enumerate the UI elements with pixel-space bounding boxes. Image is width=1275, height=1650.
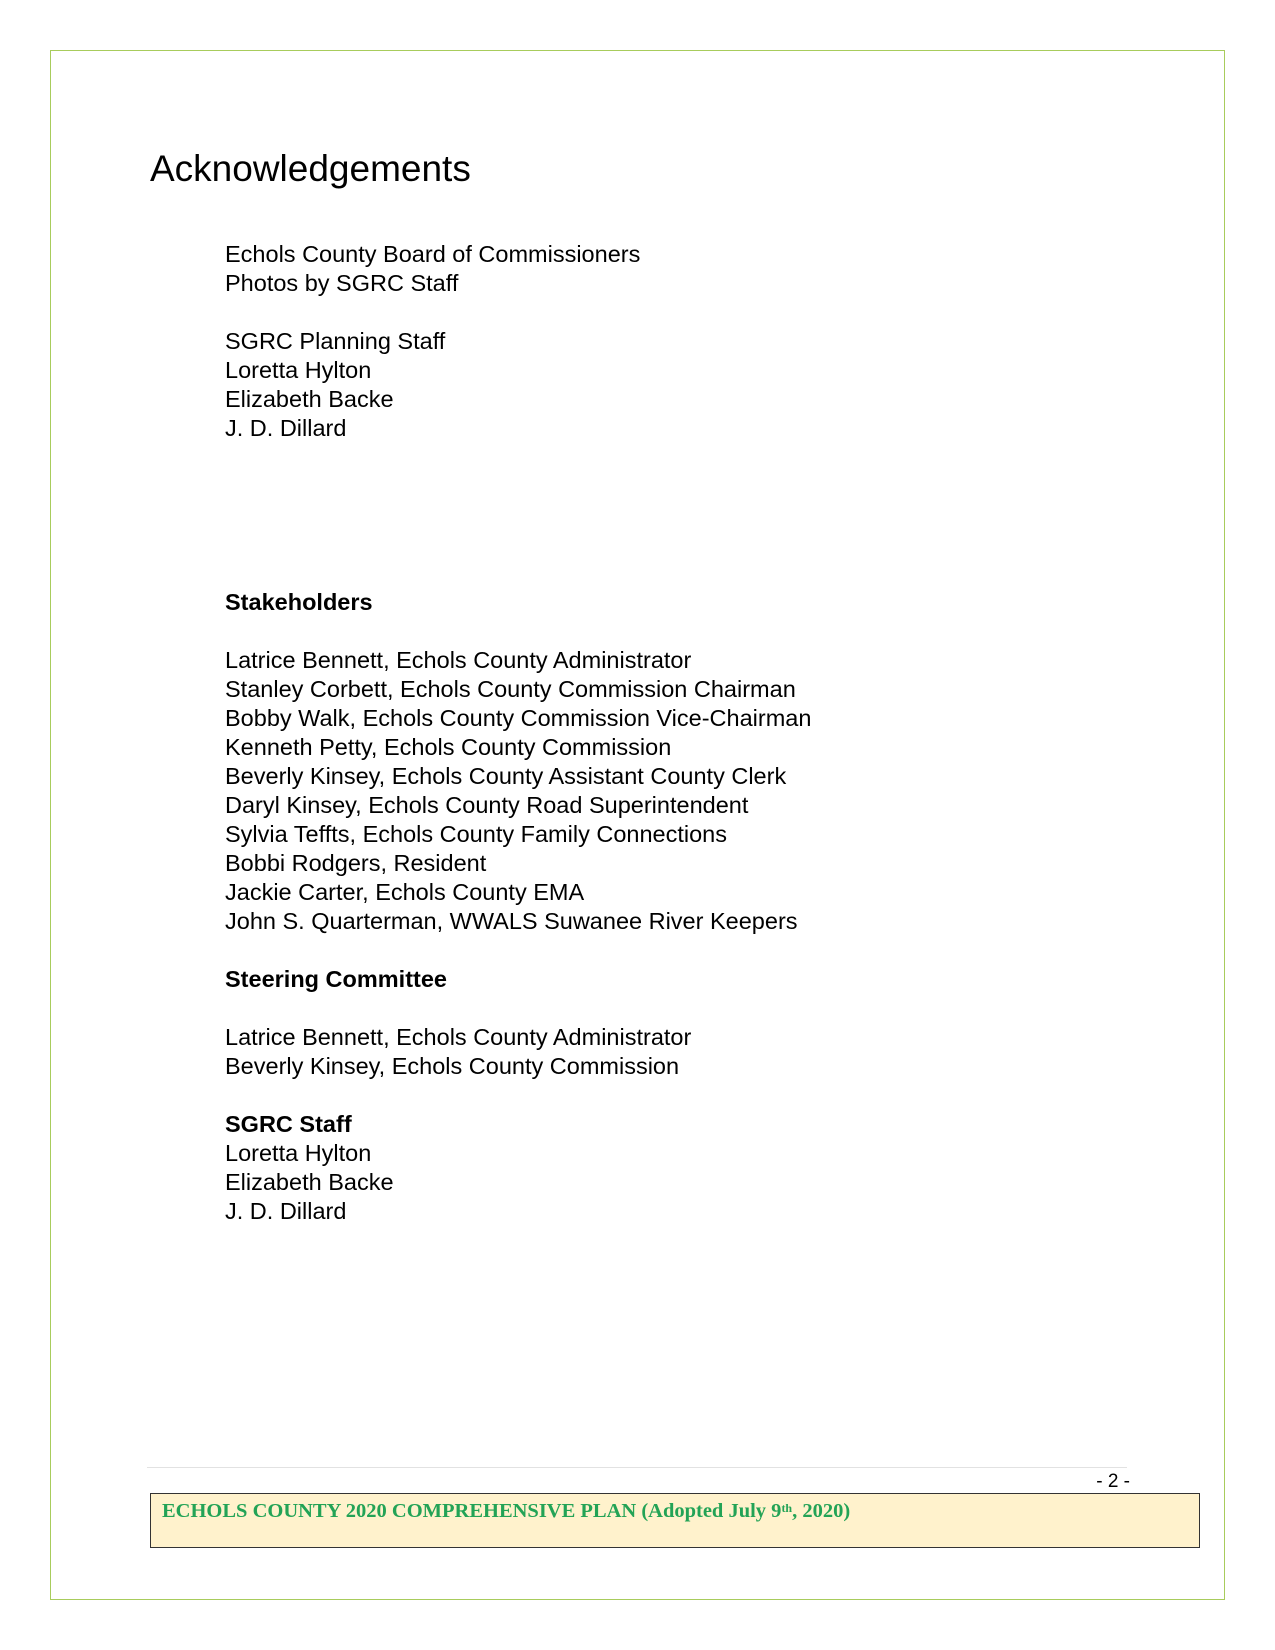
acknowledgements-content: [225, 240, 1125, 1226]
sgrc-staff-heading: SGRC Staff: [225, 1111, 352, 1137]
steering-committee-item: Latrice Bennett, Echols County Administrator: [225, 1024, 692, 1050]
stakeholder-item: Sylvia Teffts, Echols County Family Connections: [225, 821, 727, 847]
sgrc-staff-item: J. D. Dillard: [225, 1198, 347, 1224]
plan-title-year: , 2020): [792, 1500, 851, 1522]
planning-staff-line: Elizabeth Backe: [225, 386, 394, 412]
stakeholder-item: Jackie Carter, Echols County EMA: [225, 879, 585, 905]
stakeholders-heading: Stakeholders: [225, 589, 373, 615]
stakeholder-item: Daryl Kinsey, Echols County Road Superintendent: [225, 792, 749, 818]
steering-committee-heading: Steering Committee: [225, 966, 447, 992]
intro-line: Echols County Board of Commissioners: [225, 241, 641, 267]
stakeholder-item: Latrice Bennett, Echols County Administrator: [225, 647, 692, 673]
plan-title: [162, 1500, 850, 1523]
plan-title-main: ECHOLS COUNTY 2020 COMPREHENSIVE PLAN (Adopted July 9: [162, 1500, 782, 1522]
planning-staff-line: J. D. Dillard: [225, 415, 347, 441]
steering-committee-item: Beverly Kinsey, Echols County Commission: [225, 1053, 680, 1079]
page-title: Acknowledgements: [150, 148, 471, 189]
planning-staff-line: SGRC Planning Staff: [225, 328, 446, 354]
page-number: - 2 -: [1096, 1471, 1130, 1492]
stakeholder-item: John S. Quarterman, WWALS Suwanee River Keepers: [225, 908, 798, 934]
stakeholder-item: Bobby Walk, Echols County Commission Vice-Chairman: [225, 705, 812, 731]
planning-staff-line: Loretta Hylton: [225, 357, 372, 383]
footer-rule: [147, 1467, 1127, 1468]
sgrc-staff-item: Loretta Hylton: [225, 1140, 372, 1166]
footer-banner: [150, 1493, 1200, 1548]
stakeholder-item: Stanley Corbett, Echols County Commission Chairman: [225, 676, 796, 702]
intro-line: Photos by SGRC Staff: [225, 270, 459, 296]
sgrc-staff-item: Elizabeth Backe: [225, 1169, 394, 1195]
plan-title-ordinal: th: [781, 1501, 793, 1515]
stakeholder-item: Kenneth Petty, Echols County Commission: [225, 734, 672, 760]
stakeholder-item: Bobbi Rodgers, Resident: [225, 850, 487, 876]
stakeholder-item: Beverly Kinsey, Echols County Assistant County Clerk: [225, 763, 787, 789]
